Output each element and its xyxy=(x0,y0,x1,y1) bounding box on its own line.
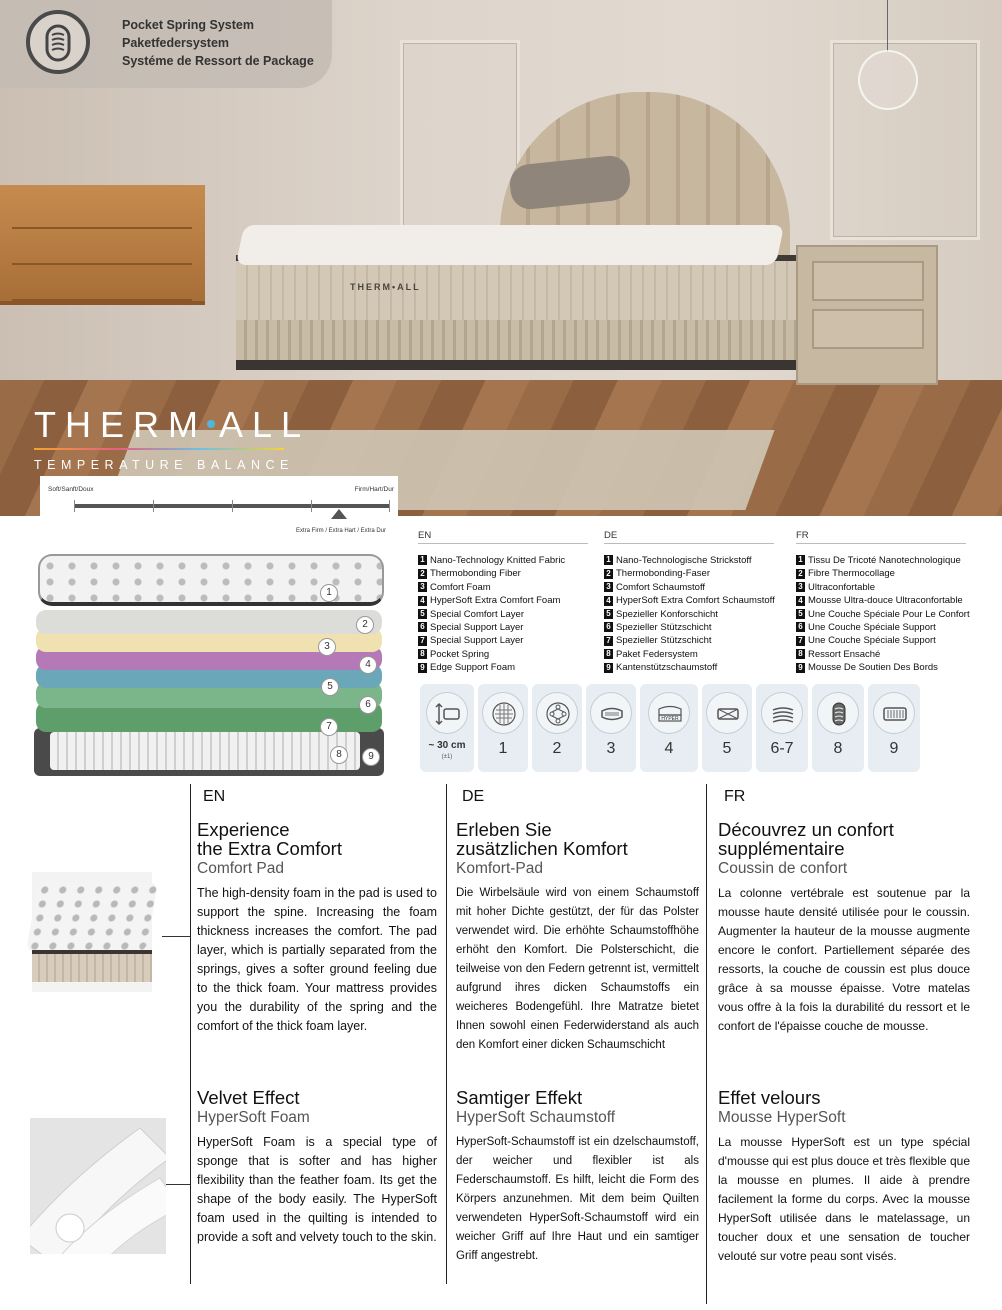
legend-item: 9 Edge Support Foam xyxy=(418,661,588,674)
logo-word-right: ALL xyxy=(219,404,311,445)
legend-item: 5 Special Comfort Layer xyxy=(418,608,588,621)
title-line: the Extra Comfort xyxy=(197,838,342,859)
legend-en xyxy=(418,530,588,675)
pocket-spring-icon xyxy=(817,692,859,734)
hypersoft-icon xyxy=(648,692,690,734)
scale-tick xyxy=(74,500,75,512)
column-fr xyxy=(718,788,970,1263)
pocket-spring-icon xyxy=(26,10,90,74)
nightstand xyxy=(796,245,938,385)
legend-item: 5 Une Couche Spéciale Pour Le Confort xyxy=(796,608,970,621)
tile-6-7 xyxy=(756,684,808,772)
feature-icon-tiles xyxy=(420,684,920,772)
title-line: supplémentaire xyxy=(718,838,845,859)
badge-line-de: Paketfedersystem xyxy=(122,36,230,50)
legend-item: 9 Kantenstützschaumstoff xyxy=(604,661,775,674)
tile-label: 9 xyxy=(889,740,899,757)
legend-item: 4 HyperSoft Extra Comfort Foam xyxy=(418,594,588,607)
section-body: HyperSoft Foam is a special type of sponge that is softer and has higher flexibility than the feather foam. Its get the shape of the body easily. The HyperSoft foam used in the quilting is intended to provide a soft and velvety touch to the skin. xyxy=(197,1135,437,1244)
section-title xyxy=(718,820,970,858)
legend-text: Ressort Ensaché xyxy=(808,648,881,660)
legend-text: Mousse De Soutien Des Bords xyxy=(808,662,938,674)
legend-item: 4 Mousse Ultra-douce Ultraconfortable xyxy=(796,594,970,607)
tile-height-label: ~ 30 cm xyxy=(428,740,466,751)
scale-tick xyxy=(311,500,312,512)
firmness-scale xyxy=(40,476,398,538)
thermall-logo xyxy=(34,404,310,472)
legend-item: 7 Spezieller Stützschicht xyxy=(604,634,775,647)
comfort-pad-thumbnail xyxy=(32,872,152,992)
scale-tick xyxy=(232,500,233,512)
logo-underline xyxy=(34,448,284,450)
legend-item: 6 Special Support Layer xyxy=(418,621,588,634)
legend-text: Kantenstützschaumstoff xyxy=(616,662,718,674)
legend-item: 8 Ressort Ensaché xyxy=(796,648,970,661)
legend-item: 2 Thermobonding Fiber xyxy=(418,567,588,580)
legend-text: Fibre Thermocollage xyxy=(808,568,895,580)
tile-9 xyxy=(868,684,920,772)
legend-text: Paket Federsystem xyxy=(616,648,698,660)
column-lang: FR xyxy=(724,788,746,805)
section-subtitle: Coussin de confort xyxy=(718,860,848,877)
layer-number: 6 xyxy=(359,696,377,714)
section-title xyxy=(197,820,437,858)
tile-height-sub: (±1) xyxy=(441,754,453,760)
tile-8 xyxy=(812,684,864,772)
legend-text: Thermobonding-Faser xyxy=(616,568,710,580)
hyper-text: HYPER xyxy=(661,716,679,722)
scale-firm-label: Firm/Hart/Dur xyxy=(354,486,394,493)
scale-tick xyxy=(389,500,390,512)
fiber-icon xyxy=(536,692,578,734)
legend-lang: DE xyxy=(604,530,774,544)
section-2 xyxy=(456,1088,699,1266)
layer-number: 4 xyxy=(359,656,377,674)
scale-marker-icon xyxy=(331,509,347,519)
leader-line xyxy=(162,936,190,937)
legend-de xyxy=(604,530,775,675)
tile-label: 3 xyxy=(606,740,616,757)
section-subtitle: HyperSoft Foam xyxy=(197,1109,310,1126)
title-line: Découvrez un confort xyxy=(718,819,894,840)
tile-4 xyxy=(640,684,698,772)
layer-number: 1 xyxy=(320,584,338,602)
layer-number: 7 xyxy=(320,718,338,736)
section-body: The high-density foam in the pad is used to support the spine. Increasing the foam thickness increases the comfort. The pad layer, which is partially separated from the springs, gives a softer ground feeling due to the thick foam. Your mattress provides you the durability of the spring and the comfort of the thick foam layer. xyxy=(197,886,437,1033)
section-subtitle: HyperSoft Schaumstoff xyxy=(456,1109,616,1126)
section-body: Die Wirbelsäule wird von einem Schaumstoff mit hoher Dichte gestützt, der für das Polster verwendet wird. Die erhöhte Schaumstoffhöhe erhöht den Komfort. Die Polsterschicht, die teilweise von den Federn getrennt ist, vermittelt aufgrund ihres dicken Schaumstoffs ein weicheres Bodengefühl. Ihre Matratze bietet Ihnen sowohl einen Federwiderstand als auch den Komfort einer dicken Schaumschicht xyxy=(456,887,699,1051)
column-de xyxy=(456,788,699,1262)
legend-text: Pocket Spring xyxy=(430,648,490,660)
legend-text: Edge Support Foam xyxy=(430,662,516,674)
layer-number: 5 xyxy=(321,678,339,696)
tile-label: 8 xyxy=(833,740,843,757)
lamp-cord xyxy=(887,0,888,52)
badge-line-fr: Systéme de Ressort de Package xyxy=(122,54,314,68)
legend-item: 8 Pocket Spring xyxy=(418,648,588,661)
legend-item: 4 HyperSoft Extra Comfort Schaumstoff xyxy=(604,594,775,607)
title-line: Experience xyxy=(197,819,290,840)
column-divider xyxy=(190,784,191,1284)
legend-text: HyperSoft Extra Comfort Schaumstoff xyxy=(616,595,775,607)
pendant-lamp xyxy=(858,50,918,110)
tile-label: 2 xyxy=(552,740,562,757)
legend-item: 3 Ultraconfortable xyxy=(796,581,970,594)
legend-text: Mousse Ultra-douce Ultraconfortable xyxy=(808,595,963,607)
legend-text: Spezieller Stützschicht xyxy=(616,635,712,647)
legend-lang: EN xyxy=(418,530,588,544)
legend-item: 1 Nano-Technologische Strickstoff xyxy=(604,554,775,567)
section-body: HyperSoft-Schaumstoff ist ein dzelschaumstoff, der weicher und flexibler ist als Federschaumstoff. Es hilft, leicht die Form des Körpers anzunehmen. Mit dem beim Quilten verwendeten HyperSoft-Schaumstoff wird ein weicher Griff auf Ihre Haut und ein samtiger Griff angestrebt. xyxy=(456,1136,699,1262)
legend-item: 9 Mousse De Soutien Des Bords xyxy=(796,661,970,674)
hypersoft-foam-thumbnail xyxy=(30,1118,166,1254)
legend-text: Spezieller Konforschicht xyxy=(616,608,718,620)
legend-item: 6 Une Couche Spéciale Support xyxy=(796,621,970,634)
scale-tick xyxy=(153,500,154,512)
legend-item: 6 Spezieller Stützschicht xyxy=(604,621,775,634)
legend-text: Spezieller Stützschicht xyxy=(616,621,712,633)
tile-label: 6-7 xyxy=(770,740,794,757)
mattress-side xyxy=(236,255,796,325)
section-body: La mousse HyperSoft est un type spécial d'mousse qui est plus douce et très flexible que la mousse en plumes. Il aide à prendre facilement la forme du corps. Avec la mousse HyperSoft utilisée dans le matelassage, un toucher doux et une sensation de toucher velouté sur votre peau sont visés. xyxy=(718,1135,970,1263)
tile-height xyxy=(420,684,474,772)
section-title: Samtiger Effekt xyxy=(456,1087,583,1108)
legend-item: 1 Nano-Technology Knitted Fabric xyxy=(418,554,588,567)
title-line: Erleben Sie xyxy=(456,819,552,840)
legend-item: 3 Comfort Foam xyxy=(418,581,588,594)
logo-dot-icon xyxy=(207,420,215,428)
layer-number: 9 xyxy=(362,748,380,766)
layer-number: 2 xyxy=(356,616,374,634)
legend-text: Special Comfort Layer xyxy=(430,608,524,620)
legend-item: 5 Spezieller Konforschicht xyxy=(604,608,775,621)
dresser xyxy=(0,185,205,305)
badge-text xyxy=(122,16,314,70)
column-en xyxy=(197,788,437,1244)
layer-number: 3 xyxy=(318,638,336,656)
legend-text: Une Couche Spéciale Pour Le Confort xyxy=(808,608,970,620)
tile-label: 1 xyxy=(498,740,508,757)
legend-item: 8 Paket Federsystem xyxy=(604,648,775,661)
tile-3 xyxy=(586,684,636,772)
legend-fr xyxy=(796,530,970,675)
edge-support-icon xyxy=(873,692,915,734)
scale-note: Extra Firm / Extra Hart / Extra Dur xyxy=(296,528,387,534)
section-subtitle: Mousse HyperSoft xyxy=(718,1109,846,1126)
legend-text: Special Support Layer xyxy=(430,621,524,633)
legend-item: 2 Fibre Thermocollage xyxy=(796,567,970,580)
legend-item: 3 Comfort Schaumstoff xyxy=(604,581,775,594)
tile-1 xyxy=(478,684,528,772)
layer-pocket-spring xyxy=(50,732,360,770)
legend-text: HyperSoft Extra Comfort Foam xyxy=(430,595,561,607)
mattress-top xyxy=(236,225,785,265)
logo-subtitle: TEMPERATURE BALANCE xyxy=(34,458,294,472)
section-2 xyxy=(197,1088,437,1247)
leader-line xyxy=(166,1184,190,1185)
section-title: Effet velours xyxy=(718,1087,821,1108)
title-line: zusätzlichen Komfort xyxy=(456,838,628,859)
column-divider xyxy=(706,784,707,1304)
tile-5 xyxy=(702,684,752,772)
legend-text: Nano-Technology Knitted Fabric xyxy=(430,555,566,566)
legend-text: Tissu De Tricoté Nanotechnologique xyxy=(808,555,961,566)
legend-text: Special Support Layer xyxy=(430,635,524,647)
badge-line-en: Pocket Spring System xyxy=(122,18,254,32)
system-badge xyxy=(0,0,332,88)
section-subtitle: Komfort-Pad xyxy=(456,860,544,877)
mattress-brand-label: THERM•ALL xyxy=(350,282,421,292)
height-icon xyxy=(426,692,468,734)
quilted-surface xyxy=(26,882,158,952)
knitted-fabric-icon xyxy=(482,692,524,734)
legend-text: Ultraconfortable xyxy=(808,581,876,593)
column-lang: DE xyxy=(462,788,485,805)
logo-word xyxy=(34,404,310,446)
legend-text: Une Couche Spéciale Support xyxy=(808,635,936,647)
mattress-layers-illustration xyxy=(30,552,390,778)
comfort-foam-icon xyxy=(590,692,632,734)
section-body: La colonne vertébrale est soutenue par la mousse haute densité utilisée pour le coussin. Augmenter la hauteur de la mousse augmente encore le confort. Partiellement séparée des ressorts, la couche de coussin est plus douce grâce à sa mousse épaisse. Votre matelas vous offre à la fois la durabilité du ressort et le confort de l'épaisse couche de mousse. xyxy=(718,886,970,1033)
layer-2 xyxy=(36,610,382,634)
comfort-layer-icon xyxy=(706,692,748,734)
section-title: Velvet Effect xyxy=(197,1087,300,1108)
section-2 xyxy=(718,1088,970,1266)
legend-text: Comfort Schaumstoff xyxy=(616,581,706,593)
legend-item: 7 Une Couche Spéciale Support xyxy=(796,634,970,647)
legend-item: 7 Special Support Layer xyxy=(418,634,588,647)
legend-text: Une Couche Spéciale Support xyxy=(808,621,936,633)
legend-text: Comfort Foam xyxy=(430,581,491,593)
bed-base xyxy=(236,320,796,370)
support-layer-icon xyxy=(761,692,803,734)
logo-word-left: THERM xyxy=(34,404,207,445)
tile-label: 5 xyxy=(722,740,732,757)
column-lang: EN xyxy=(203,788,226,805)
legend-item: 2 Thermobonding-Faser xyxy=(604,567,775,580)
mattress-edge xyxy=(32,950,152,982)
tile-label: 4 xyxy=(664,740,674,757)
legend-item: 1 Tissu De Tricoté Nanotechnologique xyxy=(796,554,970,567)
tile-2 xyxy=(532,684,582,772)
column-divider xyxy=(446,784,447,1284)
section-subtitle: Comfort Pad xyxy=(197,860,285,877)
section-title xyxy=(456,820,699,858)
legend-text: Nano-Technologische Strickstoff xyxy=(616,555,752,566)
legend-text: Thermobonding Fiber xyxy=(430,568,521,580)
legend-lang: FR xyxy=(796,530,966,544)
layer-number: 8 xyxy=(330,746,348,764)
scale-soft-label: Soft/Sanft/Doux xyxy=(48,486,94,493)
